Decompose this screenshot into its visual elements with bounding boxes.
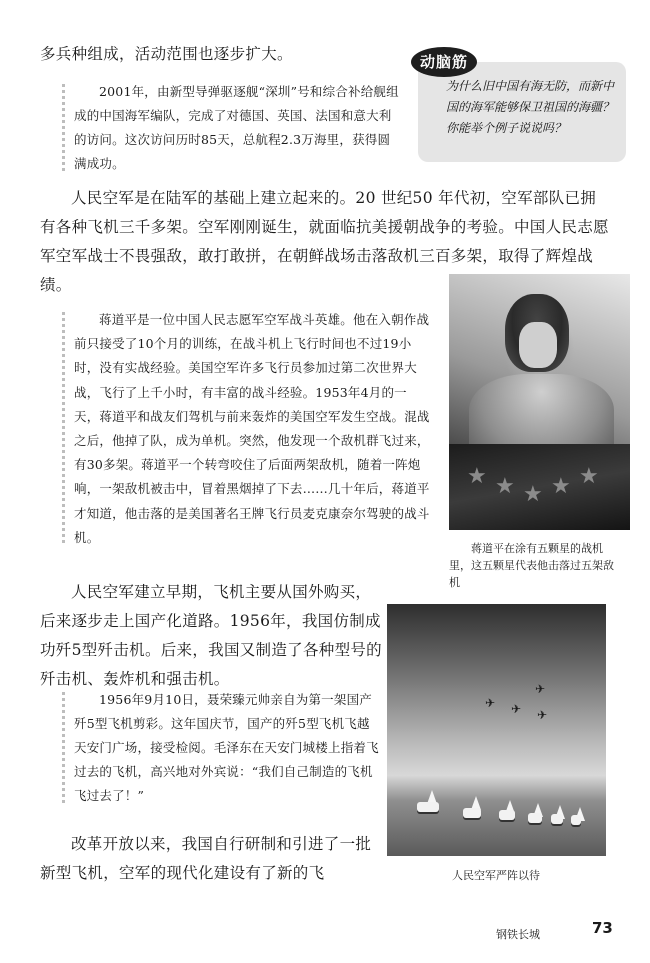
pilot-photo bbox=[449, 274, 630, 530]
star-icon: ★ bbox=[551, 474, 571, 499]
jet bbox=[571, 815, 581, 825]
airfield-photo bbox=[387, 604, 606, 856]
paragraph-reform: 改革开放以来，我国自行研制和引进了一批新型飞机，空军的现代化建设有了新的飞 bbox=[40, 835, 372, 882]
jet bbox=[528, 813, 542, 823]
jet bbox=[463, 808, 481, 818]
plane-icon: ✈ bbox=[535, 682, 546, 696]
note-bar bbox=[62, 312, 65, 546]
note-bar bbox=[62, 84, 65, 172]
note-box-navy bbox=[62, 80, 400, 176]
star-icon: ★ bbox=[523, 482, 543, 507]
footer-section-label: 钢铁长城 bbox=[496, 928, 540, 941]
jet bbox=[417, 802, 439, 812]
paragraph-aircraft: 人民空军建立早期，飞机主要从国外购买，后来逐步走上国产化道路。1956年，我国仿制成功歼5型歼击机。后来，我国又制造了各种型号的歼击机、轰炸机和强击机。 bbox=[40, 583, 382, 688]
think-question: 为什么旧中国有海无防，而新中国的海军能够保卫祖国的海疆？你能举个例子说说吗？ bbox=[446, 79, 615, 135]
think-badge: 动脑筋 bbox=[411, 47, 477, 77]
note-bar bbox=[62, 692, 65, 804]
jet bbox=[551, 814, 563, 824]
note-box-hero bbox=[62, 308, 432, 550]
page-number: 73 bbox=[592, 919, 613, 937]
note-hero-text: 蒋道平是一位中国人民志愿军空军战斗英雄。他在入朝作战前只接受了10个月的训练，在战斗机上飞行时间也不过19小时，没有实战经验。美国空军许多飞行员参加过第二次世界大战，飞行了上千小时，有丰富的战斗经验。1953年4月的一天，蒋道平和战友们驾机与前来轰炸的美国空军发生空战。混战之后，他掉了队，成为单机。突然，他发现一个敌机群飞过来，有30多架。蒋道平一个转弯咬住了后面两架敌机，随着一阵炮响，一架敌机被击中，冒着黑烟掉了下去……几十年后，蒋道平才知道，他击落的是美国著名王牌飞行员麦克康奈尔驾驶的战斗机。 bbox=[74, 312, 430, 545]
star-icon: ★ bbox=[495, 474, 515, 499]
photo1-caption: 蒋道平在涂有五颗星的战机里，这五颗星代表他击落过五架敌机 bbox=[449, 542, 614, 589]
top-line: 多兵种组成，活动范围也逐步扩大。 bbox=[40, 45, 293, 63]
pilot-face bbox=[519, 322, 557, 368]
plane-icon: ✈ bbox=[511, 702, 522, 716]
photo2-caption: 人民空军严阵以待 bbox=[452, 869, 540, 882]
note-navy-text: 2001年，由新型导弹驱逐舰“深圳”号和综合补给舰组成的中国海军编队，完成了对德国、英国、法国和意大利的访问。这次访问历时85天，总航程2.3万海里，获得圆满成功。 bbox=[74, 84, 399, 171]
plane-icon: ✈ bbox=[485, 696, 496, 710]
paragraph-air-force: 人民空军是在陆军的基础上建立起来的。20 世纪50 年代初，空军部队已拥有各种飞机三千多架。空军刚刚诞生，就面临抗美援朝战争的考验。中国人民志愿军空军战士不畏强敌，敢打敢拼，在朝鲜战场击落敌机三百多架，取得了辉煌战绩。 bbox=[40, 189, 609, 294]
jet bbox=[499, 810, 515, 820]
plane-icon: ✈ bbox=[537, 708, 548, 722]
note-j5-text: 1956年9月10日，聂荣臻元帅亲自为第一架国产歼5型飞机剪彩。这年国庆节，国产的歼5型飞机飞越天安门广场，接受检阅。毛泽东在天安门城楼上指着飞过去的飞机，高兴地对外宾说：“我们自己制造的飞机飞过去了！” bbox=[74, 692, 379, 803]
star-icon: ★ bbox=[579, 464, 599, 489]
star-icon: ★ bbox=[467, 464, 487, 489]
note-box-j5 bbox=[62, 688, 382, 808]
